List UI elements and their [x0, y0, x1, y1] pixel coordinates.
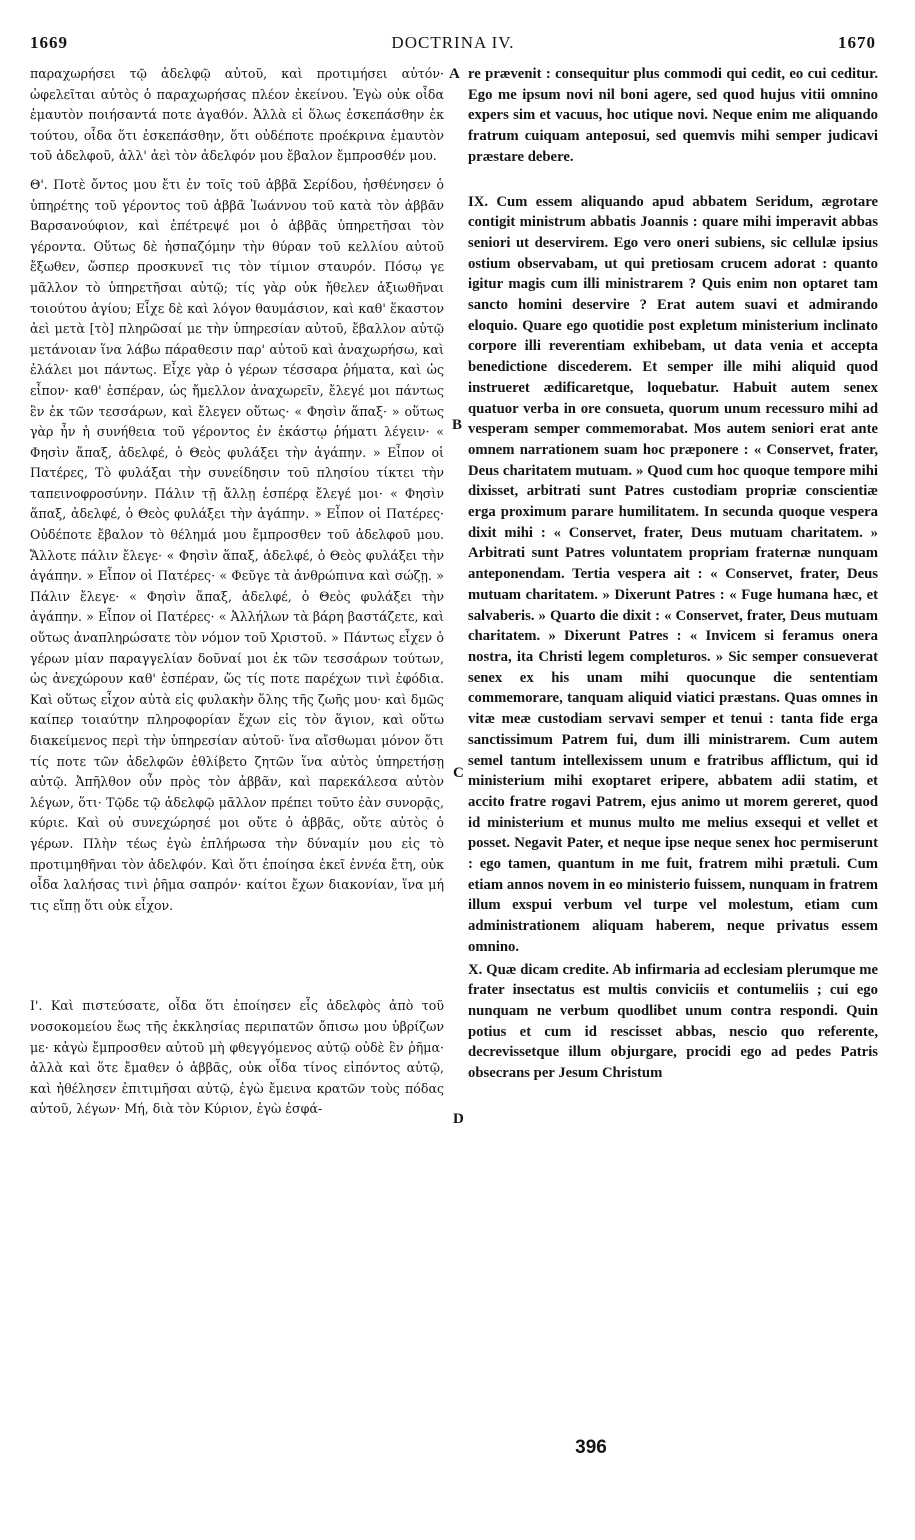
greek-paragraph-9: Θ'. Ποτὲ ὄντος μου ἔτι ἐν τοῖς τοῦ ἀββᾶ Σερίδου, ἠσθένησεν ὁ ὑπηρέτης τοῦ γέροντος τοῦ ἀββᾶ Ἰωάννου τοῦ κατὰ τὸν ἀββᾶν Βαρσανούφιον, καὶ ἐπέτρεψέ μοι ὁ ἀββᾶς ὑπηρετῆσαι τὸν γέροντα. Οὕτως δὲ ἠσπαζόμην τὴν θύραν τοῦ κελλίου αὐτοῦ ἔξωθεν, ὥσπερ προσκυνεῖ τις τὸν τίμιον σταυρόν. Πόσῳ γε μᾶλλον τὸ ὑπηρετῆσαι αὐτῷ; τίς γὰρ οὐκ ἤθελεν ἀξιωθῆναι τοιούτου ἁγίου; Εἶχε δὲ καὶ λόγον θαυμάσιον, καὶ καθ' ἕκαστον ἀεὶ μετὰ [τὸ] πληρῶσαί με τὴν ὑπηρεσίαν αὐτοῦ, ἔβαλλον αὐτῷ μετάνοιαν ἵνα λάβω πάραθεσιν παρ' αὐτοῦ καὶ ἀναχωρήσω, καὶ ἐλάλει μοι πάντως. Εἶχε γὰρ ὁ γέρων τέσσαρα ῥήματα, καὶ ὡς εἶπον· καθ' ἑσπέραν, ὡς ἤμελλον ἀναχωρεῖν, ἔλεγέ μοι πάντως ἓν ἐκ τῶν τεσσάρων, καὶ ἔλεγεν οὕτως· « Φησὶν ἅπαξ· » οὕτως γὰρ ἦν ἡ συνήθεια τοῦ γέροντος ἐν ἑκάστῳ ῥήματι λέγειν· « Φησὶν ἅπαξ, ἀδελφέ, ὁ Θεὸς φυλάξει τὴν ἀγάπην. » Εἶπον οἱ Πατέρες, Τὸ φυλάξαι τὴν συνείδησιν τοῦ πλησίου τίκτει τὴν ταπεινοφροσύνην. Πάλιν τῇ ἄλλῃ ἑσπέρᾳ ἔλεγέ μοι· « Φησὶν ἅπαξ, ἀδελφέ, ὁ Θεὸς φυλάξει τὴν ἀγάπην. » Εἶπον οἱ Πατέρες· Οὐδέποτε ἔβαλον τὸ θέλημά μου ἔμπροσθεν τοῦ ἀδελφοῦ μου. Ἄλλοτε πάλιν ἔλεγε· « Φησὶν ἅπαξ, ἀδελφέ, ὁ Θεὸς φυλάξει τὴν ἀγάπην. » Εἶπον οἱ Πατέρες· « Φεῦγε τὰ ἀνθρώπινα καὶ σώζῃ. » Πάλιν ἔλεγε· « Φησὶν ἅπαξ, ἀδελφέ, ὁ Θεὸς φυλάξει τὴν ἀγάπην. » Εἶπον οἱ Πατέρες· « Ἀλλήλων τὰ βάρη βαστάζετε, καὶ οὕτως ἀναπληρώσατε τὸν νόμον τοῦ Χριστοῦ. » Πάντως εἶχεν ὁ γέρων μίαν παραγγελίαν δοῦναί μοι ἐκ τῶν τεσσάρων τούτων, ὡς ἀνεχώρουν καθ' ἑσπέραν, ὥς τίς ποτε παρέχων τινὶ ἐφόδια. Καὶ οὕτως εἶχον αὐτὰ εἰς φυλακὴν ὅλης τῆς ζωῆς μου· καὶ δμῶς καίπερ τοιαύτην πληροφορίαν ἔχων εἰς τὸν ἅγιον, καὶ οὕτω διακείμενος περὶ τὴν ὑπηρεσίαν αὐτοῦ· ἵνα αἴσθωμαι μόνον ὅτι τίς ποτε τῶν ἀδελφῶν ἐθλίβετο ζητῶν ἵνα αὐτὸς ὑπηρετήσῃ αὐτῷ. Ἀπῆλθον οὖν πρὸς τὸν ἀββᾶν, καὶ παρεκάλεσα αὐτὸν λέγων, ὅτι· Τῷδε τῷ ἀδελφῷ μᾶλλον πρέπει τοῦτο ἐὰν συνορᾷς, κύριε. Καὶ οὐ συνεχώρησέ μοι οὔτε ὁ ἀββᾶς, οὔτε αὐτὸς ὁ γέρων. Πλὴν τέως ἐγὼ ἐπλήρωσα τὴν δύναμίν μου εἰς τὸ προτιμηθῆναι τὸν ἀδελφόν. Καὶ ὅτι ἐποίησα ἐκεῖ ἐννέα ἔτη, οὐκ οἶδα λαλήσας τινὶ ῥῆμα σαπρόν· καίτοι ἔχων διακονίαν, ἵνα μή τις εἴπῃ ὅτι οὐκ εἶχον. — [30, 176, 444, 913]
latin-paragraph-10: X. Quæ dicam credite. Ab infirmaria ad ecclesiam plerumque me frater insectatus est multis conviciis et contumeliis ; cui ego nunquam ne verbum quodlibet unum contra respondi. Quin potius et cum id rescisset abbas, nescio quo referente, decrevissetque illum objurgare, procidi ego ad pedes Patris obsecrans per Jesum Christum — [468, 961, 878, 1082]
running-title: DOCTRINA IV. — [391, 33, 515, 52]
latin-paragraph-intro: re prævenit : consequitur plus commodi qui cedit, eo cui ceditur. Ego me ipsum novi nil boni agere, sed quod hujus vitii omnino expers sim et vacuus, hoc utique novi. Neque enim me aliquando fratrum cuiquam anteposui, sed quemvis mihi semper judicavi præstare debere. — [468, 66, 878, 165]
margin-letter-c: C — [453, 765, 464, 781]
greek-column — [30, 64, 444, 1120]
latin-column — [468, 64, 878, 1084]
page-number-left: 1669 — [30, 33, 68, 52]
margin-letter-b: B — [452, 417, 463, 433]
margin-letter-d: D — [453, 1111, 464, 1127]
greek-paragraph-intro: παραχωρήσει τῷ ἀδελφῷ αὐτοῦ, καὶ προτιμήσει αὐτόν· ὠφελεῖται αὐτὸς ὁ παραχωρήσας πλέον ἐκείνου. Ἐγὼ οὐκ οἶδα ἐμαυτὸν ποιήσαντά ποτε ἀγαθόν. Ἀλλὰ εἰ ὅλως ἐσκεπάσθην ἐκ τούτου, οἶδα ὅτι ἐσκεπάσθην, ὅτι οὐδέποτε προέκρινα ἐμαυτὸν τοῦ ἀδελφοῦ, ἀλλ' ἀεὶ τὸν ἀδελφόν μου ἔβαλον ἔμπροσθέν μου. — [30, 66, 444, 164]
latin-paragraph-9: IX. Cum essem aliquando apud abbatem Seridum, ægrotare contigit ministrum abbatis Joannis : quare mihi imperavit abbas seniori ut deservirem. Ego vero oneri subiens, sic cellulæ ipsius ostium observabam, ut qui pretiosam crucem adorat : quanto igitur magis cum illi ministrarem ? Quis enim non optaret tam sancto homini deservire ? Erat autem suavi et admirando eloquio. Quare ego quotidie post expletum ministerium inclinato corpore illi reverentiam exhibebam, ut data venia et accepta benedictione discederem. Et semper ille mihi aliquid quod instrueret ædificaretque, loquebatur. Habuit autem senex quatuor verba in ore consueta, quorum unum recessuro mihi ad vesperam semper commemorabat. Mos autem seniori erat ante omnem narrationem suam hoc præponere : « Conservet, frater, Deus charitatem mutuam. » Quod cum hoc quoque tempore mihi dixisset, arbitrati sunt Patres custodiam propriæ conscientiæ erga proximum parare humilitatem. In secunda quoque vespera dixit mihi : « Conservet, frater, Deus mutuam charitatem. » Arbitrati sunt Patres voluntatem propriam fraternæ nunquam anteponendam. Tertia vespera ait : « Conservet, frater, Deus mutuam charitatem. » Dixerunt Patres : « Fuge humana hæc, et salvaberis. » Quarto die dixit : « Conservet, frater, Deus mutuam charitatem. » Dixerunt Patres : « Invicem si feramus onera nostra, ita Christi legem completuros. » Sic semper consueverat senex ex his unam mihi quocunque die sententiam commemorare, tanquam aliquid viatici præstans. Quas omnes in vitæ meæ custodiam servavi semper et tenui : tanta fide erga sanctissimum Patrem fui, dum illi ministrarem. Cum autem semel tantum intellexissem unum e fratribus afflictum, qui id ministerium mihi exoptaret eripere, abbatem adii statim, et accito fratre rogavi Patrem, ejus animo ut morem gereret, quod id ministerium et munus multo me melius exsequi et vellet et posset. Negavit Pater, et neque ipse neque senex hoc permiserunt : ego tamen, quantum in me fuit, fratrem mihi prætuli. Cum etiam annos novem in eo ministerio fuissem, nunquam in fratrem illum exspui verbum vel turpe vel molestum, etiam cum administrationem aliquam haberem, neque privatus essem omnino. — [468, 193, 878, 955]
greek-paragraph-10: Ι'. Καὶ πιστεύσατε, οἶδα ὅτι ἐποίησεν εἷς ἀδελφὸς ἀπὸ τοῦ νοσοκομείου ἕως τῆς ἐκκλησίας περιπατῶν ὄπισω μου ὑβρίζων με· κἀγὼ ἔμπροσθεν αὐτοῦ μὴ φθεγγόμενος αὐτῷ οὐδὲ ἓν ῥῆμα· ἀλλὰ καὶ ὅτε ἔμαθεν ὁ ἀββᾶς, οὐκ οἶδα τίνος εἰπόντος αὐτῷ, καὶ ἠθέλησεν ἐπιτιμῆσαι αὐτῷ, ἐγὼ ἔμεινα κρατῶν τοὺς πόδας αὐτοῦ, λέγων· Μή, διὰ τὸν Κύριον, ἐγὼ ἐσφά- — [30, 998, 444, 1117]
signature-mark: 396 — [566, 1436, 616, 1460]
page-number-right: 1670 — [838, 33, 876, 52]
margin-letter-a: A — [449, 66, 460, 82]
running-header — [30, 33, 876, 59]
